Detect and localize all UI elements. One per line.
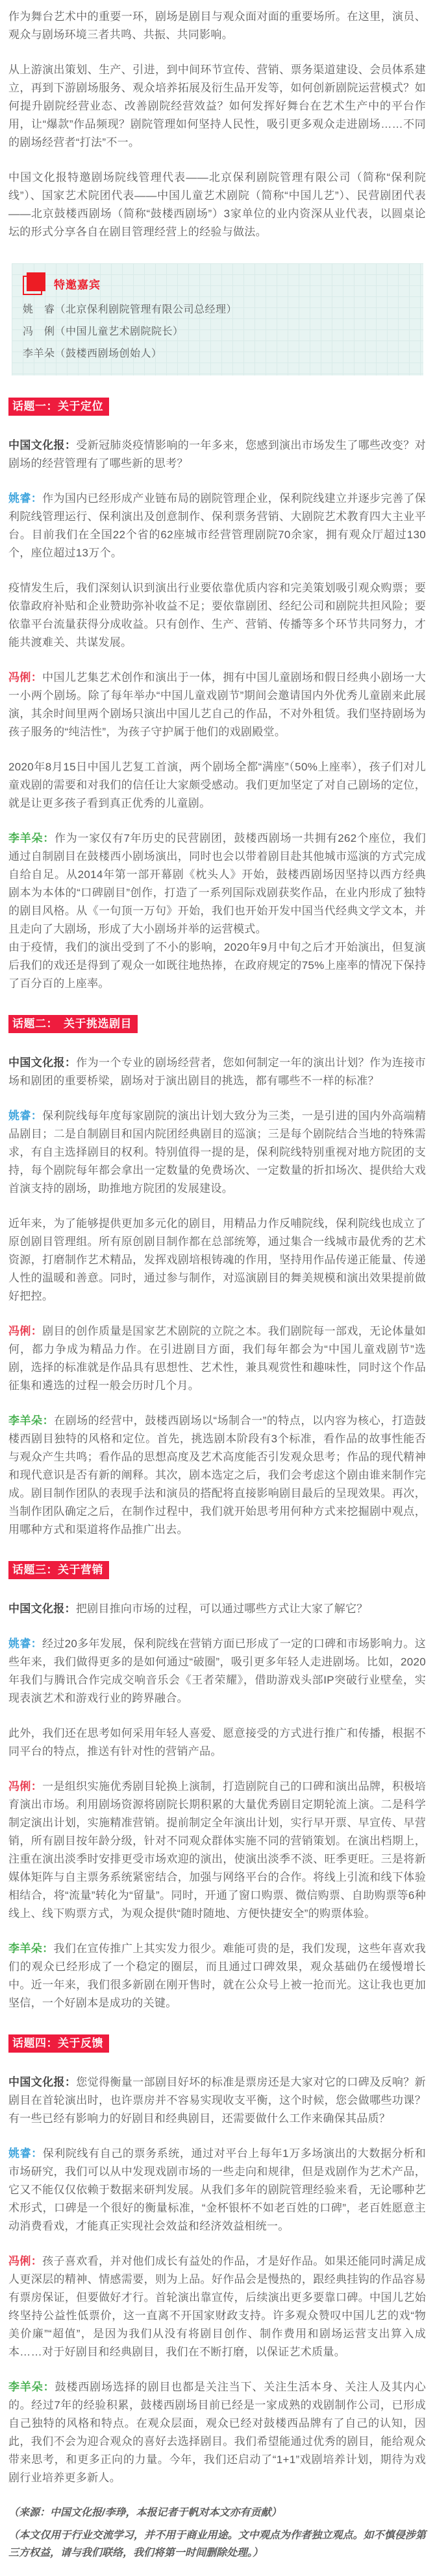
answer-paragraph <box>8 1940 426 2012</box>
answer-paragraph <box>8 1412 426 1539</box>
question-paragraph <box>8 2073 426 2128</box>
question-text: 您觉得衡量一部剧目好坏的标准是票房还是大家对它的口碑及反响？新剧目在首轮演出时，也许票房并不容易实现收支平衡，这个时候，您会做哪些功课？有一些已经有影响力的好剧目和经典剧目，还需要做什么工作来确保其品质？ <box>8 2076 426 2125</box>
question-paragraph <box>8 436 426 473</box>
topic-badge-row <box>8 1015 426 1033</box>
speaker-label-press: 中国文化报： <box>8 1056 77 1069</box>
answer-text: 孩子喜欢看，并对他们成长有益处的作品，才是好作品。如果还能同时满足成人更深层的精神、情感需要，则为上品。好作品会是慢热的，跟经典挂钩的作品容易有票房保证，但要做好才行。首轮演出靠宣传，后续演出更多要靠口碑。中国儿艺始终坚持公益性低票价，这一直离不开国家财政支持。许多观众赞叹中国儿艺的戏“物美价廉”“超值”，是因为我们从没有将剧目创作、制作费用和剧场运营支出算入成本……对于好剧目和经典剧目，我们在不断打磨，以保证艺术质量。 <box>8 2255 427 2358</box>
topic-badge-row <box>8 398 426 416</box>
intro-paragraph: 从上游演出策划、生产、引进，到中间环节宣传、营销、票务渠道建设、会员体系建立，再到下游剧场服务、观众培养拓展及衍生品开发等，如何创新剧院运营模式？如何提升剧院经营业态、改善剧院经营效益？如何发挥好舞台在艺术生产中的平台作用，让“爆款”作品频现？剧院管理如何坚持人民性，吸引更多观众走进剧场……不同的剧场经营者“打法”不一。 <box>8 64 426 149</box>
answer-paragraph <box>8 1322 426 1395</box>
answer-paragraph <box>8 829 426 938</box>
question-text: 作为一个专业的剧场经营者，您如何制定一年的演出计划？作为连接市场和剧团的重要桥梁，剧场对于演出剧目的挑选，都有哪些不一样的标准？ <box>8 1056 426 1087</box>
topic-badge-row <box>8 2034 426 2053</box>
source-note: （来源：中国文化报/李琤，本报记者于帆对本文亦有贡献） <box>8 2507 282 2518</box>
answer-text: 保利院线每年度每家剧院的演出计划大致分为三类，一是引进的国内外高端精品剧目；二是自制剧目和国内院团经典剧目的巡演；三是每个剧院结合当地的特殊需求，有自主选择剧目的权利。特别值得一提的是，保利院线特别重视对地方院团的支持，每个剧院每年都会拿出一定数量的免费场次、一定数量的折扣场次、提供给大戏首演支持的剧场，助推地方院团的发展建设。 <box>8 1110 427 1195</box>
guest-item: 冯 俐（中国儿童艺术剧院院长） <box>23 326 184 337</box>
answer-paragraph: 近年来，为了能够提供更加多元化的剧目，用精品力作反哺院线，保利院线也成立了原创剧目管理组。所有原创剧目制作都在总部统筹，通过集合一线城市最优秀的艺术资源，打磨制作艺术精品，发挥戏剧培根铸魂的作用，坚持用作品传递正能量、传递人性的温暖和善意。同时，通过参与制作，对巡演剧目的舞美规模和演出效果提前做好把控。 <box>8 1217 426 1302</box>
answer-paragraph <box>8 669 426 741</box>
topic-badge-row <box>8 1561 426 1579</box>
topic-badge: 话题四：关于反馈 <box>8 2034 109 2053</box>
disclaimer-note: （本文仅用于行业交流学习，并不用于商业用途。文中观点为作者独立观点。如不慎侵涉第三方权益，请与我们联络，我们将第一时间删除处理。） <box>8 2530 426 2558</box>
topic-badge: 话题一：关于定位 <box>8 398 109 416</box>
speaker-label-yao: 姚睿： <box>8 1110 43 1122</box>
answer-text: 剧目的创作质量是国家艺术剧院的立院之本。我们剧院每一部戏，无论体量如何，都力争成为精品力作。在引进剧目方面，我们每年都会为“中国儿童戏剧节”选剧，选择的标准就是作品具有思想性、艺术性，兼具观赏性和趣味性，同时这个作品征集和遴选的过程一般会历时几个月。 <box>8 1325 427 1392</box>
answer-paragraph: 由于疫情，我们的演出受到了不小的影响，2020年9月中旬之后才开始演出，但复演后我们的戏还是得到了观众一如既往地热捧，在政府规定的75%上座率的情况下保持了百分百的上座率。 <box>8 941 426 990</box>
guest-box <box>12 263 423 376</box>
speaker-label-press: 中国文化报： <box>8 2076 77 2088</box>
answer-text: 中国儿艺集艺术创作和演出于一体，拥有中国儿童剧场和假日经典小剧场一大一小两个剧场。除了每年举办“中国儿童戏剧节”期间会邀请国内外优秀儿童剧来此展演，其余时间里两个剧场只演出中国儿艺自己的作品，不对外租赁。我们坚持剧场为孩子服务的“纯洁性”，为孩子守护属于他们的戏剧殿堂。 <box>8 671 427 738</box>
speaker-label-li: 李羊朵： <box>8 1942 54 1955</box>
answer-text: 在剧场的经营中，鼓楼西剧场以“场制合一”的特点，以内容为核心，打造鼓楼西剧目独特的风格和定位。首先，挑选剧本阶段有3个标准，看作品的故事性能否与观众产生共鸣；看作品的思想高度及艺术高度能否引发观众思考；作品的现代精神和现代意识是否有新的阐释。其次，剧本选定之后，我们会考虑这个剧由谁来制作完成。剧目制作团队的表现手法和演员的搭配将直接影响剧目最后的呈现效果。再次，当制作团队确定之后，在制作过程中，我们就开始思考用何种方式来挖掘剧中观点，用哪种方式和渠道将作品推广出去。 <box>8 1414 426 1536</box>
answer-paragraph: 此外，我们还在思考如何采用年轻人喜爱、愿意接受的方式进行推广和传播，根据不同平台的特点，推送有针对性的营销产品。 <box>8 1727 426 1758</box>
intro-paragraph: 作为舞台艺术中的重要一环，剧场是剧目与观众面对面的重要场所。在这里，演员、观众与剧场环境三者共鸣、共振、共同影响。 <box>8 10 426 41</box>
answer-paragraph <box>8 490 426 562</box>
guest-box-title: 特邀嘉宾 <box>54 279 101 291</box>
answer-paragraph <box>8 2252 426 2361</box>
answer-text: 作为一家仅有7年历史的民营剧团，鼓楼西剧场一共拥有262个座位，我们通过自制剧目在鼓楼西小剧场演出，同时也会以带着剧目赴其他城市巡演的方式完成自给自足。从2014年第一部开幕剧《枕头人》开始，鼓楼西剧场因坚持以西方经典剧本为本体的“口碑剧目”创作，打造了一系列国际戏剧获奖作品，在业内形成了独特的剧目风格。从《一句顶一万句》开始，我们也开始开发中国当代经典文学文本，并且走向了大剧场，形成了大小剧场并举的运营模式。 <box>8 832 426 935</box>
speaker-label-li: 李羊朵： <box>8 832 55 844</box>
answer-paragraph <box>8 2145 426 2236</box>
speaker-label-yao: 姚睿： <box>8 492 43 505</box>
guest-item: 姚 睿（北京保利剧院管理有限公司总经理） <box>23 304 238 315</box>
topic-badge: 话题二： 关于挑选剧目 <box>8 1015 138 1033</box>
answer-paragraph <box>8 1635 426 1708</box>
answer-text: 作为国内已经形成产业链布局的剧院管理企业，保利院线建立并逐步完善了保利院线管理运行、保利演出及创意制作、保利票务营销、大剧院艺术教育四大主业平台。目前我们在全国22个省的62座城市经营管理剧院70余家，拥有观众厅超过130个，座位超过13万个。 <box>8 492 427 559</box>
speaker-label-li: 李羊朵： <box>8 1414 55 1427</box>
question-text: 受新冠肺炎疫情影响的一年多来，您感到演出市场发生了哪些改变？对剧场的经营管理有了哪些新的思考？ <box>8 439 426 470</box>
speaker-label-feng: 冯俐： <box>8 671 43 684</box>
red-book-icon <box>23 272 45 295</box>
topic-badge: 话题三：关于营销 <box>8 1561 109 1579</box>
speaker-label-press: 中国文化报： <box>8 439 77 451</box>
question-paragraph <box>8 1600 426 1618</box>
answer-paragraph: 2020年8月15日中国儿艺复工首演，两个剧场全都“满座”（50%上座率），孩子们对儿童戏剧的需要和对我们的信任让大家颇受感动。我们更加坚定了对自己剧场的定位，就是让更多孩子看到真正优秀的儿童剧。 <box>8 761 426 809</box>
answer-text: 我们在宣传推广上其实发力很少。难能可贵的是，我们发现，这些年喜欢我们的观众已经形成了一个稳定的圈层，而且通过口碑效果，观众基础仍在缓慢增长中。近一年来，我们很多新剧在刚开售时，就在公众号上被一抢而光。这让我也更加坚信，一个好剧本是成功的关键。 <box>8 1942 426 2009</box>
question-text: 把剧目推向市场的过程，可以通过哪些方式让大家了解它？ <box>75 1603 368 1615</box>
guest-box-header <box>23 272 412 295</box>
question-paragraph <box>8 1054 426 1090</box>
answer-paragraph <box>8 2378 426 2487</box>
speaker-label-yao: 姚睿： <box>8 1638 42 1650</box>
speaker-label-feng: 冯俐： <box>8 1780 43 1793</box>
answer-paragraph <box>8 1778 426 1923</box>
speaker-label-feng: 冯俐： <box>8 2255 43 2267</box>
speaker-label-li: 李羊朵： <box>8 2381 55 2393</box>
answer-text: 一是组织实施优秀剧目轮换上演制，打造剧院自己的口碑和演出品牌，积极培育演出市场。利用剧场资源将剧院长期积累的大量优秀剧目定期轮流上演。二是科学制定演出计划，实施精准营销。提前制定全年演出计划，实行早开票、早宣传、早营销，所有剧目按年龄分级，针对不同观众群体实施不同的营销策划。在演出档期上，注重在演出淡季时安排更受市场欢迎的演出，使演出淡季不淡、旺季更旺。三是将新媒体矩阵与自主票务系统紧密结合，加强与网络平台的合作。将线上引流和线下体验相结合，将“流量”转化为“留量”。同时，开通了窗口购票、微信购票、自助购票等6种线上、线下购票方式，为观众提供“随时随地、方便快捷安全”的购票体验。 <box>8 1780 427 1920</box>
guest-item: 李羊朵（鼓楼西剧场创始人） <box>23 348 162 359</box>
speaker-label-press: 中国文化报： <box>8 1603 76 1615</box>
answer-paragraph <box>8 1107 426 1198</box>
answer-text: 鼓楼西剧场选择的剧目也都是关注当下、关注生活本身、关注人及其内心的。经过7年的经验积累，鼓楼西剧场目前已经是一家成熟的戏剧制作公司，已形成自己独特的风格和特点。在观众层面，观众已经对鼓楼西品牌有了自己的认知，因此，我们不会为迎合观众的喜好去选择剧目。我们希望能通过优秀的剧目，能给观众带来思考，和更多正向的力量。今年，我们还启动了“1+1”戏剧培养计划，期待为戏剧行业培养更多新人。 <box>8 2381 426 2484</box>
answer-paragraph: 疫情发生后，我们深刻认识到演出行业要依靠优质内容和完美策划吸引观众购票；要依靠政府补贴和企业赞助弥补收益不足；要依靠剧团、经纪公司和剧院共担风险；要依靠平台流量获得分成收益。只有创作、生产、营销、传播等多个环节共同努力，才能共渡难关、共谋发展。 <box>8 582 426 649</box>
speaker-label-feng: 冯俐： <box>8 1325 43 1337</box>
intro-paragraph: 中国文化报特邀剧场院线管理代表——北京保利剧院管理有限公司（简称“保利院线”）、国家艺术院团代表——中国儿童艺术剧院（简称“中国儿艺”）、民营剧团代表——北京鼓楼西剧场（简称“鼓楼西剧场”）3家单位的业内资深从业代表，以圆桌论坛的形式分享各自在剧目管理经营上的经验与做法。 <box>8 171 426 238</box>
speaker-label-yao: 姚睿： <box>8 2147 43 2160</box>
answer-text: 保利院线有自己的票务系统，通过对平台上每年1万多场演出的大数据分析和市场研究，我们可以从中发现戏剧市场的一些走向和规律，但是戏剧作为艺术产品，它又不能仅仅依赖于数据来研判发展。从我们多年的剧院管理经验来看，无论哪种艺术形式，口碑是一个很好的衡量标准，“金杯银杯不如老百姓的口碑”，老百姓愿意主动消费看戏，才能真正实现社会效益和经济效益相统一。 <box>8 2147 427 2232</box>
answer-text: 经过20多年发展，保利院线在营销方面已形成了一定的口碑和市场影响力。这些年来，我们做得更多的是如何通过“破圈”，吸引更多年轻人走进剧场。比如，2020年我们与腾讯合作完成交响音乐会《王者荣耀》，借助游戏头部IP突破行业壁垒，实现表演艺术和游戏行业的跨界融合。 <box>8 1638 426 1704</box>
